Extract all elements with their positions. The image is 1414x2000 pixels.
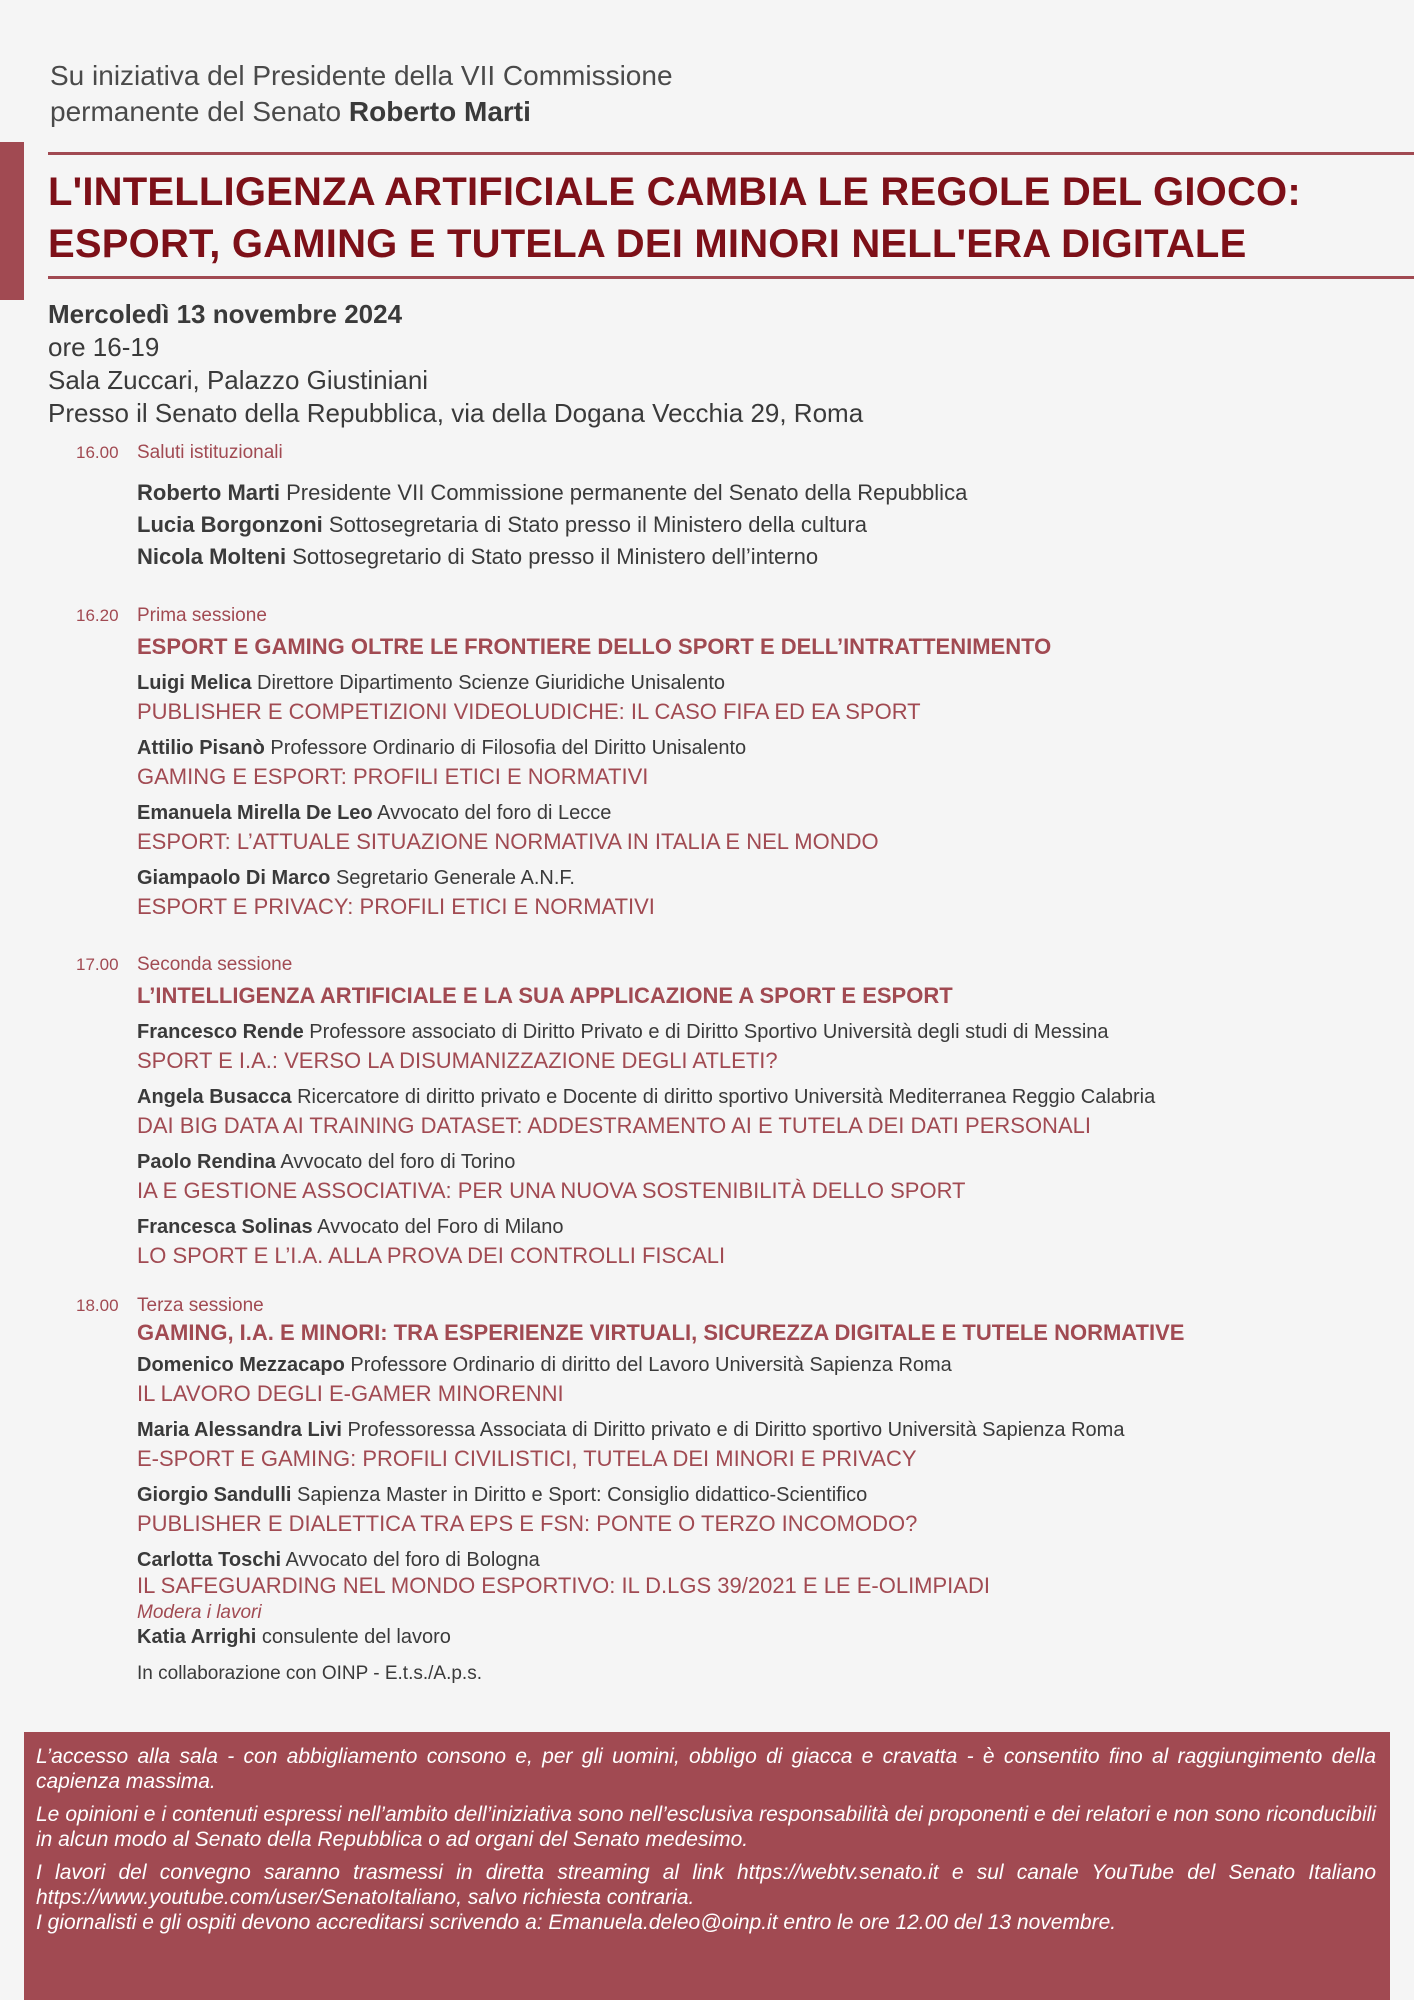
speaker	[137, 1149, 1414, 1206]
speaker-name: Domenico Mezzacapo	[137, 1354, 345, 1376]
speaker-role: Professore Ordinario di Filosofia del Diritto Unisalento	[270, 737, 747, 759]
program	[0, 440, 1414, 1685]
speaker-name: Nicola Molteni	[137, 544, 287, 569]
speaker-role: Direttore Dipartimento Scienze Giuridiche Unisalento	[257, 672, 726, 694]
event-time: ore 16-19	[48, 332, 160, 362]
session-label: Seconda sessione	[137, 954, 293, 975]
speaker-role: Ricercatore di diritto privato e Docente di diritto sportivo Università Mediterranea Reggio Calabria	[297, 1086, 1156, 1108]
speaker-name: Paolo Rendina	[137, 1151, 276, 1173]
speaker-name: Lucia Borgonzoni	[137, 512, 323, 537]
speaker-name: Francesco Rende	[137, 1021, 304, 1043]
talk-title: PUBLISHER E COMPETIZIONI VIDEOLUDICHE: IL CASO FIFA ED EA SPORT	[137, 699, 921, 724]
moderator-name: Katia Arrighi	[137, 1626, 257, 1648]
page-title	[48, 166, 1301, 270]
speaker	[137, 1214, 1414, 1271]
talk-title: ESPORT: L’ATTUALE SITUAZIONE NORMATIVA IN ITALIA E NEL MONDO	[137, 829, 879, 854]
speaker-role: Professoressa Associata di Diritto privato e di Diritto sportivo Università Sapienza Roma	[347, 1419, 1125, 1441]
moderator-role: consulente del lavoro	[261, 1626, 451, 1648]
session-title: GAMING, I.A. E MINORI: TRA ESPERIENZE VIRTUALI, SICUREZZA DIGITALE E TUTELE NORMATIVE	[137, 1320, 1185, 1345]
talk-title: SPORT E I.A.: VERSO LA DISUMANIZZAZIONE DEGLI ATLETI?	[137, 1048, 778, 1073]
accent-bar	[0, 142, 24, 300]
speaker	[137, 1417, 1414, 1474]
speaker-role: Sapienza Master in Diritto e Sport: Consiglio didattico-Scientifico	[297, 1484, 868, 1506]
speaker-name: Attilio Pisanò	[137, 737, 265, 759]
event-room: Sala Zuccari, Palazzo Giustiniani	[48, 365, 429, 395]
event-info	[48, 298, 863, 430]
session-title: ESPORT E GAMING OLTRE LE FRONTIERE DELLO SPORT E DELL’INTRATTENIMENTO	[137, 634, 1052, 659]
speaker-role: Avvocato del foro di Lecce	[377, 802, 612, 824]
session-time: 18.00	[76, 1296, 119, 1315]
speaker-name: Angela Busacca	[137, 1086, 292, 1108]
moderator	[137, 1602, 1414, 1651]
event-address: Presso il Senato della Repubblica, via della Dogana Vecchia 29, Roma	[48, 398, 864, 428]
session-label: Prima sessione	[137, 605, 267, 626]
talk-title: IA E GESTIONE ASSOCIATIVA: PER UNA NUOVA SOSTENIBILITÀ DELLO SPORT	[137, 1178, 966, 1203]
title-bottom-rule	[48, 276, 1414, 279]
session-title: L’INTELLIGENZA ARTIFICIALE E LA SUA APPLICAZIONE A SPORT E ESPORT	[137, 983, 953, 1008]
speaker-name: Maria Alessandra Livi	[137, 1419, 342, 1441]
collaboration-note: In collaborazione con OINP - E.t.s./A.p.s.	[137, 1663, 482, 1684]
talk-title: IL SAFEGUARDING NEL MONDO ESPORTIVO: IL D.LGS 39/2021 E LE E-OLIMPIADI	[137, 1573, 990, 1598]
footer-accreditation-note: I giornalisti e gli ospiti devono accreditarsi scrivendo a: Emanuela.deleo@oinp.it entro le ore 12.00 del 13 novembre.	[36, 1911, 1117, 1934]
speaker-role: Segretario Generale A.N.F.	[335, 867, 575, 889]
talk-title: IL LAVORO DEGLI E-GAMER MINORENNI	[137, 1381, 564, 1406]
talk-title: ESPORT E PRIVACY: PROFILI ETICI E NORMATIVI	[137, 894, 655, 919]
speaker-name: Carlotta Toschi	[137, 1549, 282, 1571]
session-1	[0, 603, 1414, 922]
speaker-role: Presidente VII Commissione permanente del Senato della Repubblica	[286, 480, 968, 505]
talk-title: E-SPORT E GAMING: PROFILI CIVILISTICI, TUTELA DEI MINORI E PRIVACY	[137, 1446, 917, 1471]
talk-title: GAMING E ESPORT: PROFILI ETICI E NORMATIVI	[137, 764, 649, 789]
session-time: 16.20	[76, 606, 119, 625]
speaker	[137, 1352, 1414, 1409]
footer-notice	[24, 1732, 1390, 2000]
footer-streaming-note: I lavori del convegno saranno trasmessi in diretta streaming al link https://webtv.senato.it e sul canale YouTube del Senato Italiano https://www.youtube.com/user/SenatoItaliano, salvo richiesta contraria.	[36, 1861, 1376, 1909]
speaker	[137, 509, 1414, 541]
greetings-list	[137, 477, 1414, 573]
speaker	[137, 1084, 1414, 1141]
speaker	[137, 735, 1414, 792]
speaker	[137, 800, 1414, 857]
speaker	[137, 865, 1414, 922]
speaker-name: Roberto Marti	[137, 480, 280, 505]
event-date: Mercoledì 13 novembre 2024	[48, 299, 403, 329]
speaker	[137, 1019, 1414, 1076]
session-label: Terza sessione	[137, 1295, 264, 1316]
session-time: 17.00	[76, 955, 119, 974]
session-label: Saluti istituzionali	[137, 442, 283, 463]
greetings-section	[0, 440, 1414, 573]
session-2	[0, 952, 1414, 1271]
speaker	[137, 1547, 1414, 1598]
intro-line-2	[50, 94, 673, 130]
speaker-role: Avvocato del foro di Bologna	[285, 1549, 540, 1571]
speaker-role: Sottosegretario di Stato presso il Ministero dell’interno	[292, 544, 819, 569]
title-line-1: L'INTELLIGENZA ARTIFICIALE CAMBIA LE REGOLE DEL GIOCO:	[48, 170, 1301, 214]
speaker-name: Francesca Solinas	[137, 1216, 313, 1238]
speaker-role: Avvocato del foro di Torino	[280, 1151, 516, 1173]
moderator-label: Modera i lavori	[137, 1602, 262, 1623]
speaker	[137, 477, 1414, 509]
intro-line-1: Su iniziativa del Presidente della VII Commissione	[50, 60, 673, 91]
title-line-2: ESPORT, GAMING E TUTELA DEI MINORI NELL'ERA DIGITALE	[48, 222, 1247, 266]
speaker-role: Sottosegretaria di Stato presso il Ministero della cultura	[328, 512, 867, 537]
speaker-name: Emanuela Mirella De Leo	[137, 802, 373, 824]
intro	[50, 58, 673, 130]
footer-disclaimer: Le opinioni e i contenuti espressi nell’ambito dell’iniziativa sono nell’esclusiva responsabilità dei proponenti e dei relatori e non sono riconducibili in alcun modo al Senato della Repubblica o ad organi del Senato medesimo.	[36, 1803, 1376, 1851]
speaker-role: Professore Ordinario di diritto del Lavoro Università Sapienza Roma	[350, 1354, 952, 1376]
session-3	[0, 1293, 1414, 1598]
intro-line-2-prefix: permanente del Senato	[50, 96, 349, 127]
speaker-role: Avvocato del Foro di Milano	[317, 1216, 564, 1238]
speaker-role: Professore associato di Diritto Privato e di Diritto Sportivo Università degli studi di Messina	[309, 1021, 1109, 1043]
speaker	[137, 541, 1414, 573]
talk-title: DAI BIG DATA AI TRAINING DATASET: ADDESTRAMENTO AI E TUTELA DEI DATI PERSONALI	[137, 1113, 1091, 1138]
speaker	[137, 670, 1414, 727]
session-time: 16.00	[76, 443, 119, 462]
speaker-name: Luigi Melica	[137, 672, 252, 694]
talk-title: LO SPORT E L’I.A. ALLA PROVA DEI CONTROLLI FISCALI	[137, 1243, 726, 1268]
speaker-name: Giampaolo Di Marco	[137, 867, 331, 889]
talk-title: PUBLISHER E DIALETTICA TRA EPS E FSN: PONTE O TERZO INCOMODO?	[137, 1511, 918, 1536]
speaker-name: Giorgio Sandulli	[137, 1484, 292, 1506]
footer-access-note: L’accesso alla sala - con abbigliamento consono e, per gli uomini, obbligo di giacca e cravatta - è consentito fino al raggiungimento della capienza massima.	[36, 1745, 1376, 1793]
title-top-rule	[48, 152, 1414, 155]
intro-president-name: Roberto Marti	[348, 96, 531, 127]
speaker	[137, 1482, 1414, 1539]
